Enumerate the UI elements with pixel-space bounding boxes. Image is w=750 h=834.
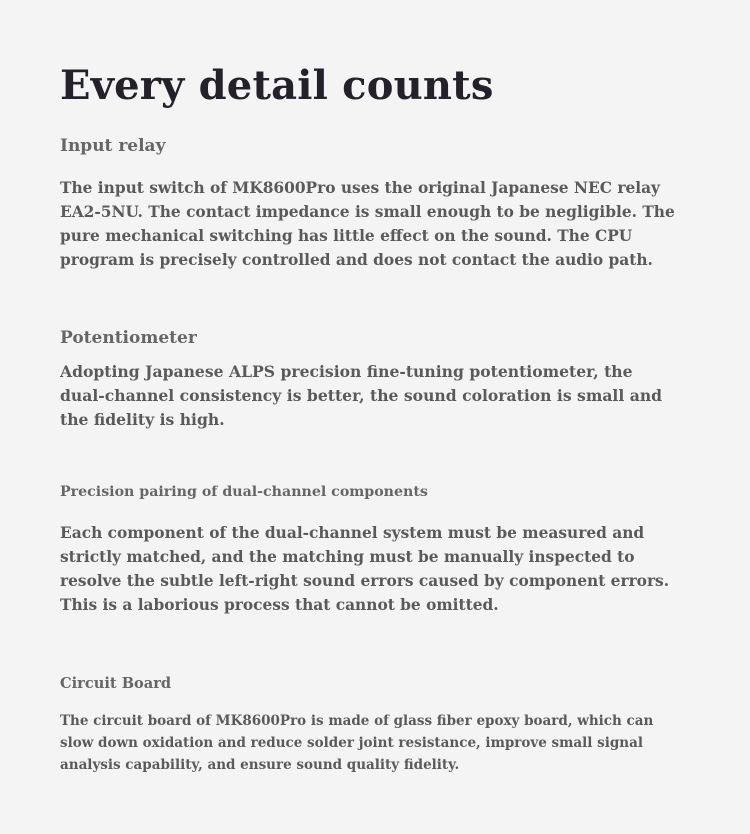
section-body-potentiometer	[60, 360, 662, 432]
body-line: The input switch of MK8600Pro uses the original Japanese NEC relay	[60, 179, 661, 197]
body-line: Adopting Japanese ALPS precision fine-tuning potentiometer, the	[60, 362, 633, 381]
body-line: dual-channel consistency is better, the sound coloration is small and	[60, 386, 663, 405]
section-heading-input-relay: Input relay	[60, 136, 166, 156]
page-title: Every detail counts	[60, 62, 494, 109]
body-line: analysis capability, and ensure sound quality fidelity.	[60, 757, 460, 773]
body-line: resolve the subtle left-right sound errors caused by component errors.	[60, 572, 670, 590]
section-heading-potentiometer: Potentiometer	[60, 328, 197, 348]
section-heading-precision-pairing: Precision pairing of dual-channel components	[60, 484, 428, 500]
section-body-input-relay	[60, 176, 675, 272]
body-line: EA2-5NU. The contact impedance is small enough to be negligible. The	[60, 203, 675, 221]
body-line: This is a laborious process that cannot be omitted.	[60, 596, 499, 614]
body-line: program is precisely controlled and does not contact the audio path.	[60, 251, 653, 269]
section-body-precision-pairing	[60, 521, 669, 617]
body-line: the fidelity is high.	[60, 410, 225, 429]
body-line: strictly matched, and the matching must be manually inspected to	[60, 548, 635, 566]
body-line: slow down oxidation and reduce solder joint resistance, improve small signal	[60, 735, 643, 751]
section-heading-circuit-board: Circuit Board	[60, 675, 172, 692]
body-line: The circuit board of MK8600Pro is made of glass fiber epoxy board, which can	[60, 713, 654, 729]
section-body-circuit-board	[60, 710, 653, 776]
body-line: Each component of the dual-channel system must be measured and	[60, 524, 645, 542]
body-line: pure mechanical switching has little effect on the sound. The CPU	[60, 227, 633, 245]
